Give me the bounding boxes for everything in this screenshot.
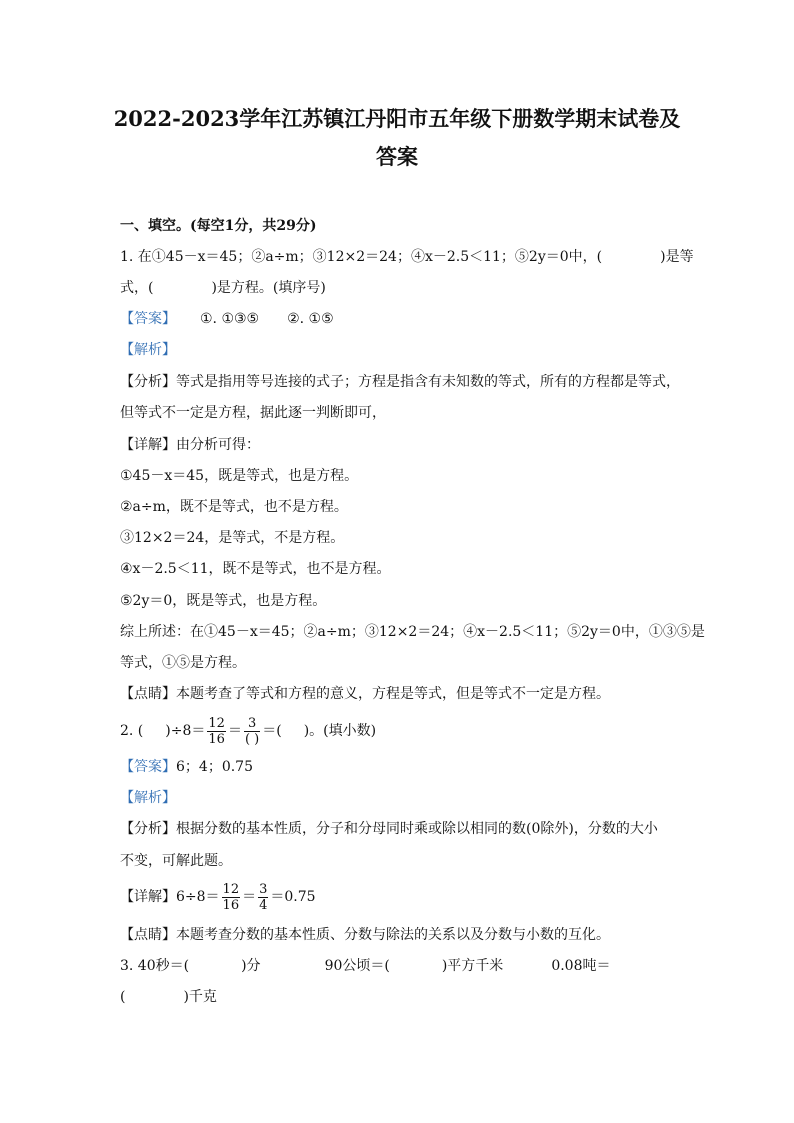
fraction-numerator: 12 bbox=[222, 881, 240, 897]
question-3-line-1 bbox=[120, 956, 680, 976]
q2-fraction-3-blank bbox=[244, 716, 260, 747]
q1-analysis-line-1 bbox=[120, 372, 680, 392]
q2-detail-suffix: ＝0.75 bbox=[270, 889, 316, 905]
question-1-line-1 bbox=[120, 247, 694, 267]
q1-summary-line-2: 等式，①⑤是方程。 bbox=[120, 655, 246, 671]
analysis-label: 【解析】 bbox=[120, 342, 176, 358]
q2-detail-line bbox=[120, 878, 680, 916]
q2-comment-text: 本题考查分数的基本性质、分数与除法的关系以及分数与小数的互化。 bbox=[176, 927, 610, 943]
q3-line2-left: ( bbox=[120, 989, 126, 1005]
title-line-1: 2022-2023学年江苏镇江丹阳市五年级下册数学期末试卷及 bbox=[113, 106, 681, 131]
q1-detail-item-4: ④x－2.5＜11，既不是等式，也不是方程。 bbox=[120, 561, 391, 577]
question-1-line-2 bbox=[120, 278, 680, 298]
q2-analysis-line-2: 不变，可解此题。 bbox=[120, 853, 232, 869]
q2-tail-open: ＝( bbox=[262, 723, 282, 739]
q2-prefix: 2. ( bbox=[120, 723, 144, 739]
fenxi-label: 【分析】 bbox=[120, 374, 176, 390]
q1-analysis-text-1: 等式是指用等号连接的式子；方程是指含有未知数的等式，所有的方程都是等式， bbox=[176, 374, 680, 390]
q2-analysis-text-1: 根据分数的基本性质，分子和分母同时乘或除以相同的数(0除外)，分数的大小 bbox=[176, 821, 658, 837]
answer-label: 【答案】 bbox=[120, 311, 176, 327]
detail-label: 【详解】 bbox=[120, 889, 176, 905]
q1-text-left: 1. 在①45－x＝45；②a÷m；③12×2＝24；④x－2.5＜11；⑤2y＝0中，( bbox=[120, 249, 603, 265]
q2-fraction-12-16 bbox=[207, 716, 226, 747]
q2-detail-equals: ＝ bbox=[242, 889, 257, 905]
q2-detail-fraction-12-16 bbox=[222, 882, 241, 913]
q2-detail-fraction-3-4 bbox=[258, 882, 268, 913]
q2-analysis-line-1 bbox=[120, 819, 680, 839]
q2-comment-line bbox=[120, 925, 680, 945]
question-3-line-2 bbox=[120, 987, 680, 1007]
q1-summary-line-1: 综上所述：在①45－x＝45；②a÷m；③12×2＝24；④x－2.5＜11；⑤2y＝0中，①③⑤是 bbox=[120, 624, 705, 640]
fraction-denominator: 16 bbox=[208, 731, 225, 747]
q2-answer: 6；4；0.75 bbox=[176, 759, 253, 775]
q1-detail-item-2: ②a÷m，既不是等式，也不是方程。 bbox=[120, 499, 348, 515]
fenxi-label: 【分析】 bbox=[120, 821, 176, 837]
q2-tail-close: )。(填小数) bbox=[303, 723, 377, 739]
q1-detail-line bbox=[120, 435, 680, 455]
fraction-denominator: 16 bbox=[222, 897, 240, 913]
fraction-numerator: 3 bbox=[259, 881, 268, 897]
title-line-2: 答案 bbox=[376, 144, 418, 169]
q3-part1-right: )分 bbox=[241, 958, 261, 974]
section-heading: 一、填空。(每空1分，共29分) bbox=[120, 218, 317, 234]
fraction-denominator: 4 bbox=[259, 897, 268, 913]
detail-label: 【详解】 bbox=[120, 437, 176, 453]
q1-detail-item-5: ⑤2y＝0，既是等式，也是方程。 bbox=[120, 593, 327, 609]
q1-comment-line bbox=[120, 684, 680, 704]
q2-detail-prefix: 6÷8＝ bbox=[176, 889, 220, 905]
q2-after-paren: )÷8＝ bbox=[165, 723, 206, 739]
q3-part2-left: 90公顷＝( bbox=[324, 958, 390, 974]
q1-detail-item-1: ①45－x＝45，既是等式，也是方程。 bbox=[120, 468, 359, 484]
document-title bbox=[100, 100, 694, 176]
q1-comment-text: 本题考查了等式和方程的意义，方程是等式，但是等式不一定是方程。 bbox=[176, 686, 610, 702]
fraction-numerator: 12 bbox=[208, 715, 225, 731]
q1-answer-line bbox=[120, 309, 680, 329]
q2-answer-line bbox=[120, 757, 680, 777]
q1-text-right-2: )是方程。(填序号) bbox=[211, 280, 326, 296]
comment-label: 【点睛】 bbox=[120, 927, 176, 943]
fraction-numerator: 3 bbox=[244, 716, 260, 732]
q1-text-left-2: 式，( bbox=[120, 280, 154, 296]
q3-line2-right: )千克 bbox=[183, 989, 217, 1005]
q1-answer-2: ②. ①⑤ bbox=[287, 311, 334, 327]
q1-detail-text: 由分析可得： bbox=[176, 437, 260, 453]
q1-analysis-line-2: 但等式不一定是方程，据此逐一判断即可， bbox=[120, 405, 386, 421]
q1-text-right: )是等 bbox=[660, 249, 694, 265]
question-2-line bbox=[120, 712, 680, 750]
q2-equals: ＝ bbox=[227, 723, 242, 739]
answer-label: 【答案】 bbox=[120, 759, 176, 775]
q1-detail-item-3: ③12×2＝24，是等式，不是方程。 bbox=[120, 530, 345, 546]
q3-part3: 0.08吨＝ bbox=[551, 958, 611, 974]
comment-label: 【点睛】 bbox=[120, 686, 176, 702]
q1-answer-1: ①. ①③⑤ bbox=[200, 311, 260, 327]
fraction-denominator: ( ) bbox=[244, 731, 260, 747]
q3-part1-left: 3. 40秒＝( bbox=[120, 958, 190, 974]
q3-part2-right: )平方千米 bbox=[441, 958, 504, 974]
analysis-label: 【解析】 bbox=[120, 790, 176, 806]
